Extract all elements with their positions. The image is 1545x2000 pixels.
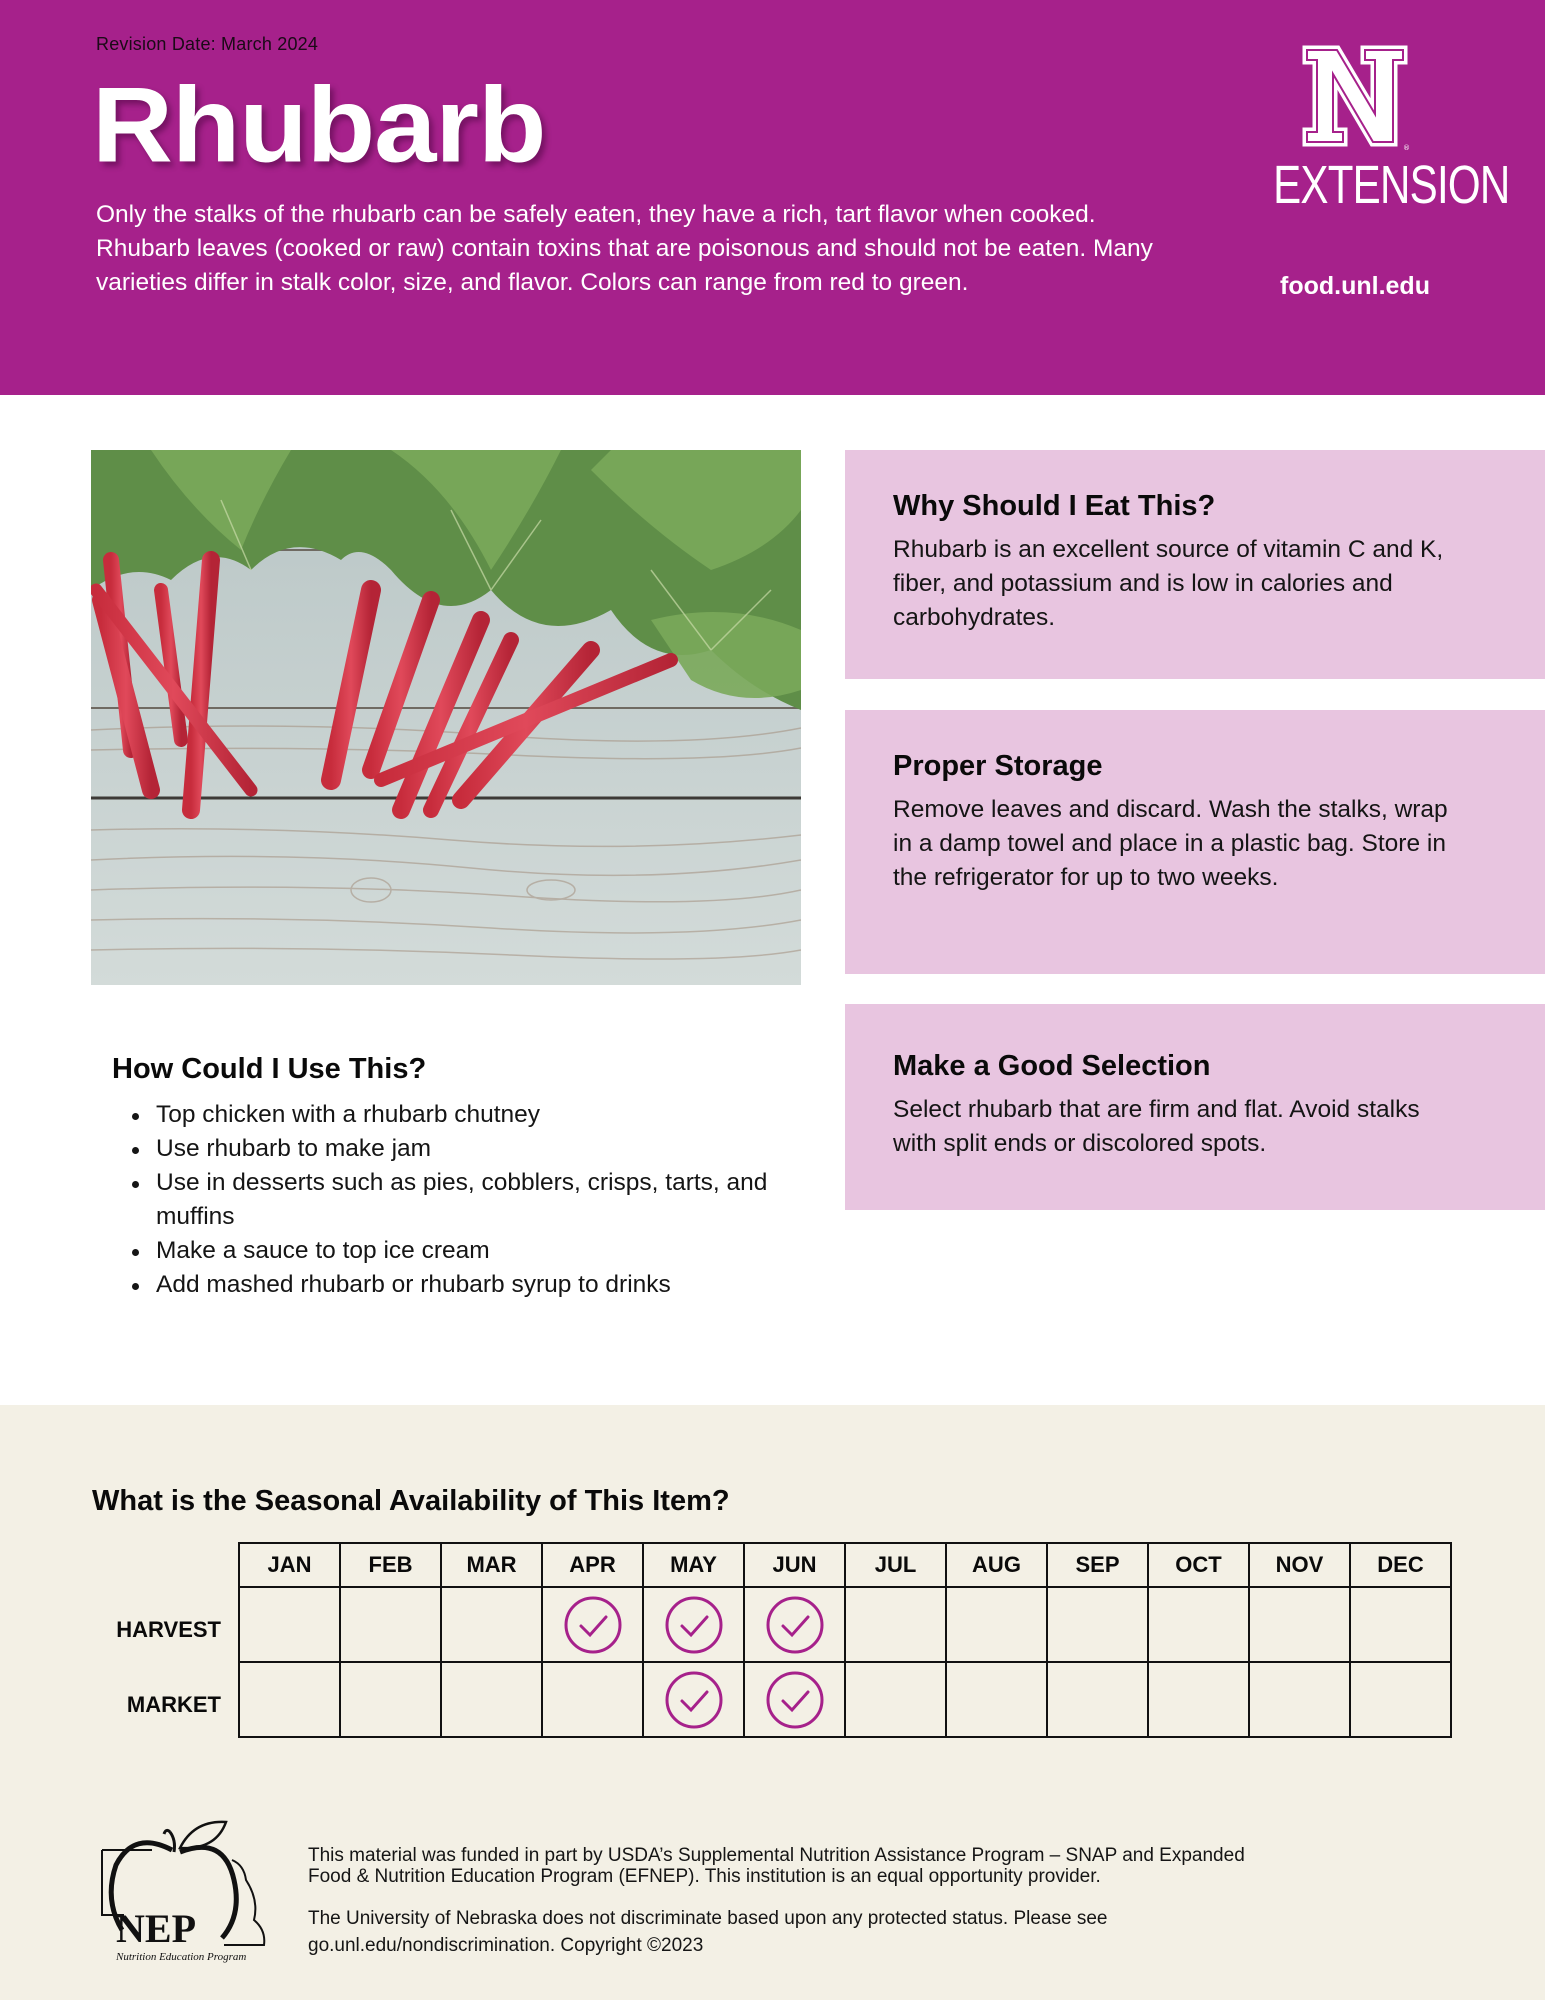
seasonal-title: What is the Seasonal Availability of This Item? (92, 1485, 730, 1517)
list-item: Use rhubarb to make jam (156, 1132, 812, 1166)
storage-body: Remove leaves and discard. Wash the stalks, wrap in a damp towel and place in a plastic bag. Store in the refrigerator for up to two weeks. (893, 796, 1448, 891)
check-circle-icon (765, 1670, 825, 1730)
row-label-harvest: HARVEST (116, 1617, 221, 1642)
cell-market-jan (239, 1662, 340, 1737)
row-label-market: MARKET (126, 1692, 221, 1717)
svg-text:NEP: NEP (116, 1906, 196, 1951)
rhubarb-photo (91, 450, 801, 985)
cell-market-feb (340, 1662, 441, 1737)
page-title: Rhubarb (92, 65, 546, 185)
cell-harvest-sep (1047, 1587, 1148, 1662)
month-header-may: MAY (643, 1543, 744, 1587)
month-header-apr: APR (542, 1543, 643, 1587)
cell-market-jun (744, 1662, 845, 1737)
list-item: Make a sauce to top ice cream (156, 1234, 812, 1268)
cell-market-may (643, 1662, 744, 1737)
month-header-dec: DEC (1350, 1543, 1451, 1587)
nep-logo (94, 1820, 284, 1965)
nondiscrimination-statement (308, 1905, 1448, 1959)
selection-title: Make a Good Selection (893, 1050, 1211, 1082)
cell-market-mar (441, 1662, 542, 1737)
cell-market-apr (542, 1662, 643, 1737)
why-eat-title: Why Should I Eat This? (893, 490, 1216, 522)
cell-harvest-mar (441, 1587, 542, 1662)
cell-harvest-nov (1249, 1587, 1350, 1662)
funding-line-2: Food & Nutrition Education Program (EFNEP). This institution is an equal opportunity provider. (308, 1866, 1101, 1887)
month-header-feb: FEB (340, 1543, 441, 1587)
uses-section (112, 1055, 812, 1302)
table-row-harvest (239, 1587, 1451, 1662)
why-eat-box (845, 450, 1545, 679)
nondiscrimination-line-1: The University of Nebraska does not discriminate based upon any protected status. Please see (308, 1908, 1108, 1929)
cell-market-aug (946, 1662, 1047, 1737)
month-header-row (239, 1543, 1451, 1587)
month-header-jun: JUN (744, 1543, 845, 1587)
logo-extension-text: EXTENSION (1273, 155, 1510, 215)
check-circle-icon (664, 1595, 724, 1655)
nebraska-extension-logo (1250, 42, 1510, 215)
uses-title: How Could I Use This? (112, 1053, 427, 1085)
cell-market-oct (1148, 1662, 1249, 1737)
cell-harvest-may (643, 1587, 744, 1662)
cell-harvest-jun (744, 1587, 845, 1662)
storage-title: Proper Storage (893, 750, 1103, 782)
funding-line-1: This material was funded in part by USDA’s Supplemental Nutrition Assistance Program – SNAP and Expanded (308, 1845, 1245, 1866)
rhubarb-illustration (91, 450, 801, 985)
revision-date: Revision Date: March 2024 (96, 34, 319, 54)
intro-paragraph: Only the stalks of the rhubarb can be safely eaten, they have a rich, tart flavor when cooked. Rhubarb leaves (cooked or raw) contain toxins that are poisonous and should not be eaten. Many varieties differ in stalk color, size, and flavor. Colors can range from red to green. (96, 201, 1153, 296)
month-header-jul: JUL (845, 1543, 946, 1587)
svg-text:®: ® (1403, 144, 1410, 150)
website-link[interactable]: food.unl.edu (1280, 272, 1430, 300)
month-header-aug: AUG (946, 1543, 1047, 1587)
month-header-sep: SEP (1047, 1543, 1148, 1587)
cell-harvest-apr (542, 1587, 643, 1662)
nondiscrimination-line-2: go.unl.edu/nondiscrimination. Copyright ©2023 (308, 1935, 704, 1956)
cell-market-nov (1249, 1662, 1350, 1737)
cell-market-sep (1047, 1662, 1148, 1737)
uses-list (112, 1098, 812, 1302)
month-header-jan: JAN (239, 1543, 340, 1587)
n-logo-icon (1299, 42, 1411, 150)
month-header-mar: MAR (441, 1543, 542, 1587)
check-circle-icon (765, 1595, 825, 1655)
cell-market-jul (845, 1662, 946, 1737)
month-header-oct: OCT (1148, 1543, 1249, 1587)
seasonal-section (0, 1405, 1545, 2000)
cell-harvest-dec (1350, 1587, 1451, 1662)
why-eat-body: Rhubarb is an excellent source of vitamin C and K, fiber, and potassium and is low in calories and carbohydrates. (893, 536, 1444, 631)
cell-harvest-aug (946, 1587, 1047, 1662)
selection-body: Select rhubarb that are firm and flat. Avoid stalks with split ends or discolored spots. (893, 1096, 1420, 1157)
svg-text:Nutrition Education Program: Nutrition Education Program (116, 1951, 247, 1963)
month-header-nov: NOV (1249, 1543, 1350, 1587)
storage-box (845, 710, 1545, 974)
table-row-market (239, 1662, 1451, 1737)
selection-box (845, 1004, 1545, 1210)
funding-statement (308, 1845, 1448, 1887)
list-item: Top chicken with a rhubarb chutney (156, 1098, 812, 1132)
cell-harvest-jul (845, 1587, 946, 1662)
seasonal-table (238, 1542, 1452, 1738)
list-item: Use in desserts such as pies, cobblers, crisps, tarts, and muffins (156, 1166, 812, 1234)
check-circle-icon (664, 1670, 724, 1730)
cell-market-dec (1350, 1662, 1451, 1737)
cell-harvest-jan (239, 1587, 340, 1662)
cell-harvest-oct (1148, 1587, 1249, 1662)
list-item: Add mashed rhubarb or rhubarb syrup to drinks (156, 1268, 812, 1302)
header-banner (0, 0, 1545, 395)
check-circle-icon (563, 1595, 623, 1655)
cell-harvest-feb (340, 1587, 441, 1662)
